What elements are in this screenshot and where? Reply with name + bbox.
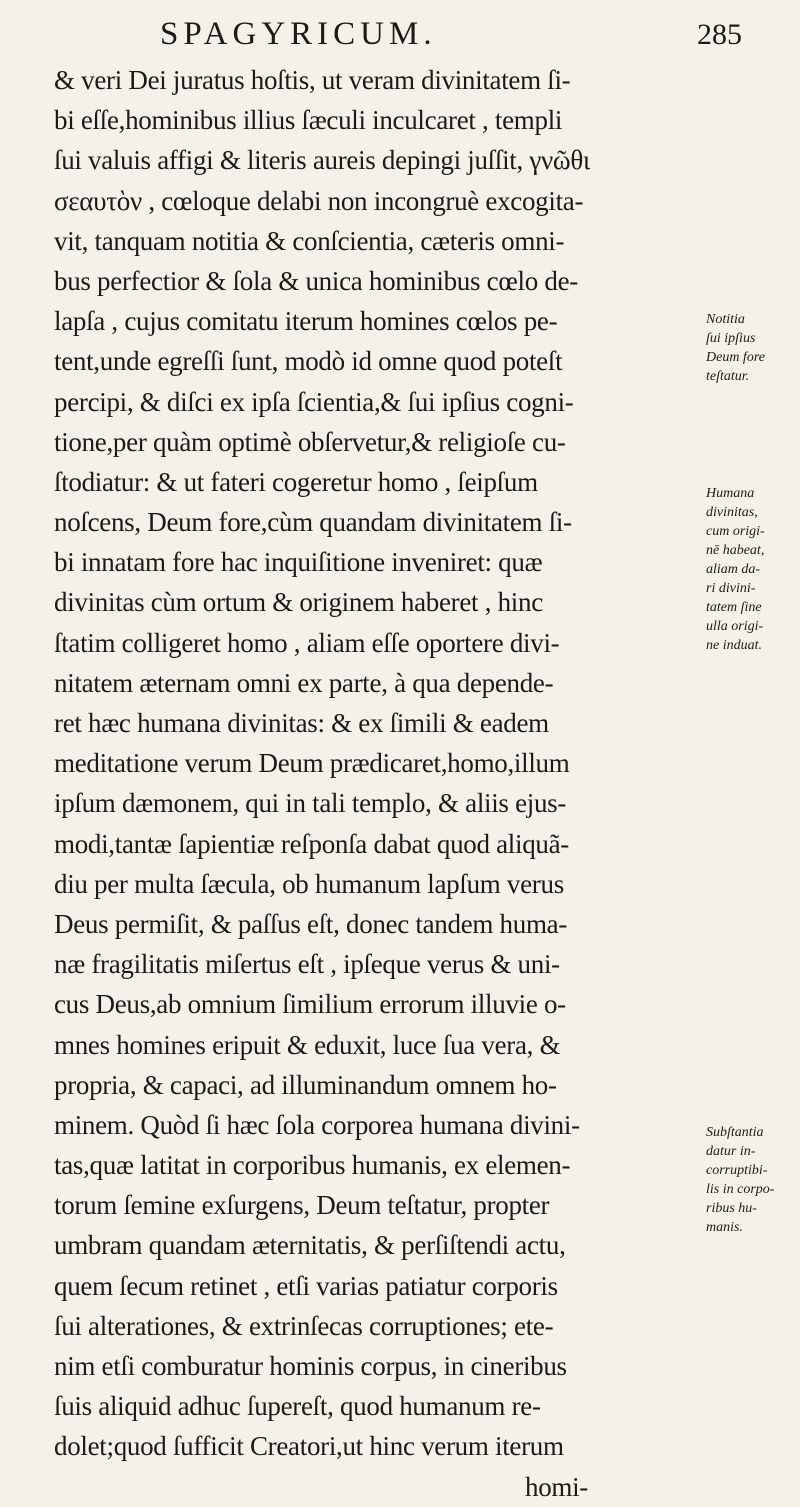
margin-note-line: aliam da- <box>706 562 761 577</box>
text-line: quem ſecum retinet , etſi varias patiatur corporis <box>54 1270 558 1301</box>
text-line: Deus permiſit, & paſſus eſt, donec tandem huma- <box>54 908 568 939</box>
text-line: percipi, & diſci ex ipſa ſcientia,& ſui ipſius cogni- <box>54 386 574 417</box>
text-line: ſtodiatur: & ut fateri cogeretur homo , ſeipſum <box>54 466 538 497</box>
text-line: ſui alterationes, & extrinſecas corruptiones; ete- <box>54 1310 554 1341</box>
margin-note-line: nē habeat, <box>706 543 765 558</box>
text-line: homi- <box>525 1471 588 1502</box>
text-line: divinitas cùm ortum & originem haberet , hinc <box>54 587 543 618</box>
text-line: tas,quæ latitat in corporibus humanis, ex elemen- <box>54 1150 571 1181</box>
main-text-block <box>54 60 688 1507</box>
margin-note-line: teſtatur. <box>706 369 750 384</box>
text-line: tent,unde egreſſi ſunt, modò id omne quod poteſt <box>54 346 563 377</box>
margin-note-human-divinity <box>706 484 798 655</box>
text-line: ret hæc humana divinitas: & ex ſimili & eadem <box>54 708 549 738</box>
text-line: tione,per quàm optimè obſervetur,& religioſe cu- <box>54 426 566 457</box>
text-line: modi,tantæ ſapientiæ reſponſa dabat quod aliquã- <box>54 828 569 859</box>
text-line: minem. Quòd ſi hæc ſola corporea humana divini- <box>54 1109 580 1140</box>
margin-note-self-knowledge <box>706 310 798 386</box>
text-line: meditatione verum Deum prædicaret,homo,illum <box>54 748 570 779</box>
text-line: torum ſemine exſurgens, Deum teſtatur, propter <box>54 1190 550 1221</box>
text-line: lapſa , cujus comitatu iterum homines cœlos pe- <box>54 306 558 337</box>
margin-note-line: ri divini- <box>706 581 756 596</box>
text-line: ſtatim colligeret homo , aliam eſſe oportere divi- <box>54 627 560 658</box>
text-line: næ fragilitatis miſertus eſt , ipſeque verus & uni- <box>54 949 560 980</box>
margin-note-line: ribus hu- <box>706 1201 757 1216</box>
margin-note-line: ne induat. <box>706 638 762 653</box>
text-line: & veri Dei juratus hoſtis, ut veram divinitatem ſi- <box>54 65 571 95</box>
text-line: dolet;quod ſufficit Creatori,ut hinc verum iterum <box>54 1431 564 1462</box>
margin-note-line: Humana <box>706 486 755 501</box>
text-line: diu per multa ſæcula, ob humanum lapſum verus <box>54 868 564 899</box>
running-title: SPAGYRICUM. <box>160 16 437 52</box>
page-number: 285 <box>697 18 742 51</box>
margin-note-line: Deum fore <box>706 350 765 365</box>
text-line: ipſum dæmonem, qui in tali templo, & aliis ejus- <box>54 788 567 819</box>
text-line: σεαυτὸν , cœloque delabi non incongruè excogita- <box>54 185 584 216</box>
margin-note-line: Notitia <box>706 312 745 327</box>
margin-note-line: manis. <box>706 1220 743 1235</box>
margin-note-line: corruptibi- <box>706 1163 768 1178</box>
margin-note-incorruptible-substance <box>706 1123 798 1237</box>
margin-note-line: Subſtantia <box>706 1125 764 1140</box>
text-line: nitatem æternam omni ex parte, à qua depende- <box>54 667 554 698</box>
margin-note-line: cum origi- <box>706 524 765 539</box>
text-line: ſuis aliquid adhuc ſupereſt, quod humanum re- <box>54 1391 541 1422</box>
text-line: bi eſſe,hominibus illius ſæculi inculcaret , templi <box>54 105 563 136</box>
text-line: bi innatam fore hac inquiſitione inveniret: quæ <box>54 547 543 578</box>
text-line: propria, & capaci, ad illuminandum omnem ho- <box>54 1069 557 1100</box>
margin-note-line: ſui ipſius <box>706 331 756 346</box>
page-header <box>150 16 750 60</box>
text-line: bus perfectior & ſola & unica hominibus cœlo de- <box>54 265 578 296</box>
margin-note-line: tatem ſine <box>706 600 762 615</box>
margin-note-line: datur in- <box>706 1144 756 1159</box>
margin-note-line: divinitas, <box>706 505 758 520</box>
text-line: mnes homines eripuit & eduxit, luce ſua vera, & <box>54 1029 561 1060</box>
text-line: nim etſi comburatur hominis corpus, in cineribus <box>54 1351 567 1381</box>
text-line: ſui valuis affigi & literis aureis depingi juſſit, γνῶθι <box>54 145 590 176</box>
margin-note-line: lis in corpo- <box>706 1182 775 1197</box>
text-line: cus Deus,ab omnium ſimilium errorum illuvie o- <box>54 989 566 1020</box>
text-line: umbram quandam æternitatis, & perſiſtendi actu, <box>54 1230 566 1261</box>
text-line: noſcens, Deum fore,cùm quandam divinitatem ſi- <box>54 507 572 538</box>
margin-note-line: ulla origi- <box>706 619 764 634</box>
text-line: vit, tanquam notitia & conſcientia, cæteris omni- <box>54 225 565 256</box>
